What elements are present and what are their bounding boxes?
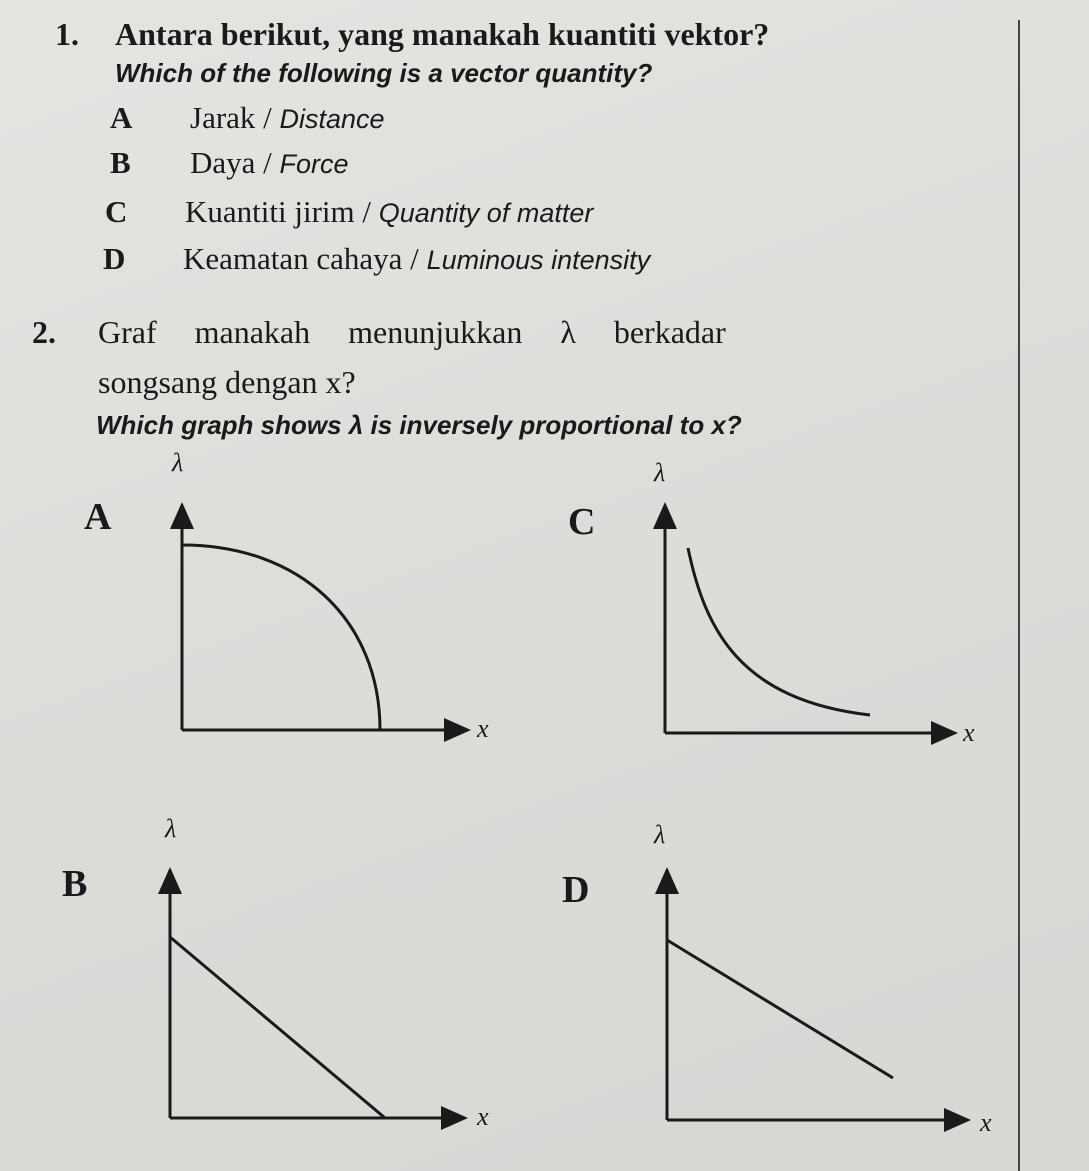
option-en: Luminous intensity xyxy=(426,245,651,275)
graph-d-x-label: x xyxy=(980,1108,992,1137)
graph-c-letter[interactable]: C xyxy=(568,501,596,543)
graph-c-x-label: x xyxy=(963,718,975,747)
graph-c-y-label: λ xyxy=(654,458,666,487)
graph-a-y-label: λ xyxy=(172,448,184,477)
q2-text-ms-line1: Graf manakah menunjukkan λ berkadar xyxy=(98,314,726,350)
q2-text-ms-line2: songsang dengan x? xyxy=(98,364,356,400)
option-letter: B xyxy=(110,145,131,180)
option-en: Quantity of matter xyxy=(378,198,594,228)
graph-a xyxy=(182,505,468,730)
graph-c-curve xyxy=(688,548,870,715)
graph-d-letter[interactable]: D xyxy=(562,869,590,911)
graph-c xyxy=(665,505,955,733)
option-en: Distance xyxy=(279,104,385,134)
option-ms: Jarak / xyxy=(190,100,272,135)
graph-d-line xyxy=(667,940,893,1078)
option-letter: D xyxy=(103,241,126,276)
q2-text-en: Which graph shows λ is inversely proportional to x? xyxy=(96,410,742,440)
graph-b-letter[interactable]: B xyxy=(62,863,88,905)
graph-d-y-label: λ xyxy=(654,820,666,849)
graph-a-curve xyxy=(182,545,380,730)
graph-b-x-label: x xyxy=(477,1102,489,1131)
q1-number: 1. xyxy=(55,16,79,52)
option-letter: C xyxy=(105,194,128,229)
q1-text-ms: Antara berikut, yang manakah kuantiti vektor? xyxy=(115,16,770,52)
option-ms: Keamatan cahaya / xyxy=(183,241,419,276)
option-en: Force xyxy=(279,149,349,179)
graph-b-y-label: λ xyxy=(165,814,177,843)
q2-number: 2. xyxy=(32,314,56,350)
graph-b xyxy=(170,870,465,1118)
option-ms: Kuantiti jirim / xyxy=(185,194,371,229)
q1-text-en: Which of the following is a vector quantity? xyxy=(115,58,653,88)
graph-a-x-label: x xyxy=(477,714,489,743)
graph-b-line xyxy=(170,937,385,1118)
option-ms: Daya / xyxy=(190,145,272,180)
graph-a-letter[interactable]: A xyxy=(84,496,112,538)
graph-d xyxy=(667,870,968,1120)
option-letter: A xyxy=(110,100,133,135)
